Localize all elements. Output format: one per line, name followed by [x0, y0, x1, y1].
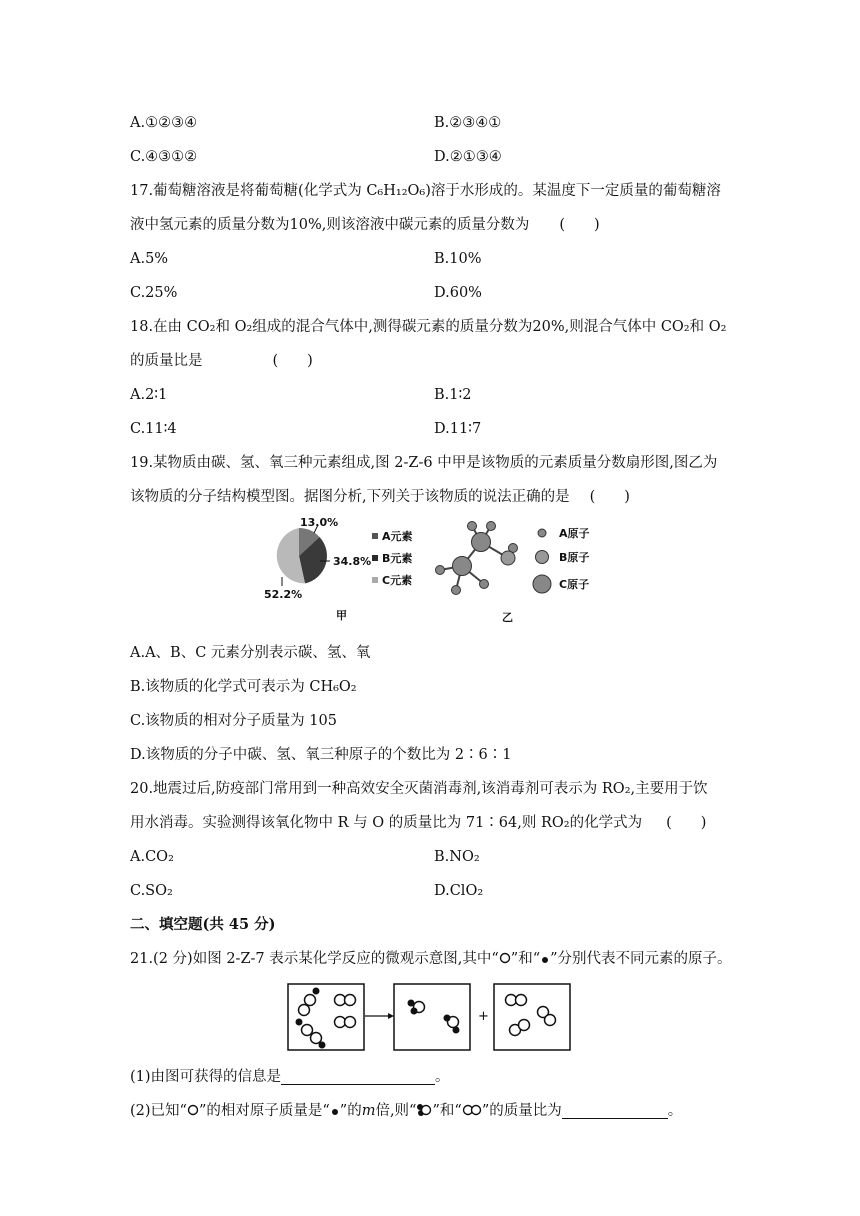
q16-option-b[interactable]: B.②③④①: [434, 115, 502, 131]
q19-option-a[interactable]: A.A、B、C 元素分别表示碳、氢、氧: [130, 645, 371, 661]
q18-stem-text: 的质量比是: [130, 353, 203, 369]
section-heading: 二、填空题(共 45 分): [130, 916, 276, 933]
q17-stem-line1: 17.葡萄糖溶液是将葡萄糖(化学式为 C₆H₁₂O₆)溶于水形成的。某温度下一定质量的葡萄糖溶: [130, 183, 721, 199]
legend-atom-b-icon: [536, 551, 549, 564]
white-atom-icon: [187, 1104, 199, 1116]
molecule-legend: [533, 526, 590, 593]
q17-option-c[interactable]: C.25%: [130, 285, 178, 301]
q18-stem-line1: 18.在由 CO₂和 O₂组成的混合气体中,测得碳元素的质量分数为20%,则混合气体中 CO₂和 O₂: [130, 319, 727, 335]
legend-label-c: C元素: [382, 574, 413, 587]
atom-a-6: [480, 580, 489, 589]
q21-sub1-answer-blank[interactable]: [281, 1066, 435, 1085]
q21-sub1-text: (1)由图可获得的信息是: [130, 1069, 282, 1085]
q19-stem-line2: [130, 480, 740, 514]
q20-options-row2: [130, 874, 740, 908]
q16-option-c[interactable]: C.④③①②: [130, 149, 198, 165]
q21-sub2-answer-blank[interactable]: [562, 1100, 668, 1119]
q18-option-c[interactable]: C.11∶4: [130, 421, 177, 437]
q21-sub2-m: m: [361, 1103, 376, 1119]
molecule-two-white-icon: [462, 1104, 482, 1116]
legend-atom-b: B原子: [559, 551, 590, 564]
atom-b-1: [501, 551, 515, 565]
legend-swatch-a: [372, 533, 378, 539]
figure-2-z-6-svg: [130, 518, 740, 630]
q20-stem-line2: [130, 806, 740, 840]
legend-swatch-c: [372, 577, 378, 583]
q21-stem-line1: [130, 942, 740, 976]
reaction-diagram-svg: [130, 982, 740, 1056]
q20-answer-bracket: ( ): [666, 815, 707, 831]
q19-stem-line1: 19.某物质由碳、氢、氧三种元素组成,图 2-Z-6 中甲是该物质的元素质量分数扇形图,图乙为: [130, 455, 718, 471]
legend-label-b: B元素: [382, 552, 413, 565]
figure-2-z-6: [130, 518, 740, 630]
black-atom-icon: [330, 1106, 340, 1116]
q21-sub1: [130, 1060, 740, 1094]
q21-stem-text-2: ”和“: [510, 951, 541, 967]
q21-stem-text-3: ”分别代表不同元素的原子。: [550, 951, 732, 967]
q18-option-d[interactable]: D.11∶7: [434, 421, 482, 437]
legend-atom-c: C原子: [559, 578, 590, 591]
legend-label-a: A元素: [382, 530, 413, 543]
legend-atom-a: A原子: [559, 527, 590, 540]
q17-options-row1: [130, 242, 740, 276]
pie-label-b: 34.8%: [333, 555, 372, 568]
figure-caption-yi: 乙: [502, 611, 513, 624]
q21-sub2-text-3: ”的: [339, 1103, 362, 1119]
q17-options-row2: [130, 276, 740, 310]
atom-a-4: [436, 566, 445, 575]
atom-a-2: [487, 522, 496, 531]
q19-option-b[interactable]: B.该物质的化学式可表示为 CH₆O₂: [130, 679, 357, 695]
q16-options-row2: [130, 140, 740, 174]
q17-option-a[interactable]: A.5%: [130, 251, 169, 267]
figure-caption-jia: 甲: [336, 609, 347, 622]
worksheet-page: [130, 106, 740, 1128]
q17-option-d[interactable]: D.60%: [434, 285, 482, 301]
pie-chart: [264, 518, 371, 601]
q21-sub2-text-6: ”的质量比为: [481, 1103, 562, 1119]
q20-option-b[interactable]: B.NO₂: [434, 849, 480, 865]
q21-sub2-text-2: ”的相对原子质量是“: [198, 1103, 330, 1119]
q18-options-row1: [130, 378, 740, 412]
figure-2-z-7: [130, 982, 740, 1056]
q19-stem-text: 该物质的分子结构模型图。据图分析,下列关于该物质的说法正确的是: [130, 489, 570, 505]
q21-stem-text-1: 21.(2 分)如图 2-Z-7 表示某化学反应的微观示意图,其中“: [130, 951, 499, 967]
q17-answer-bracket: ( ): [559, 217, 600, 233]
q18-answer-bracket: ( ): [272, 353, 313, 369]
legend-atom-c-icon: [533, 575, 551, 593]
white-atom-icon: [499, 952, 511, 964]
legend-swatch-b: [372, 555, 378, 561]
molecule-one-black-one-white-icon: [416, 1103, 432, 1117]
q20-option-c[interactable]: C.SO₂: [130, 883, 173, 899]
leftover-box: [494, 984, 570, 1050]
q18-option-b[interactable]: B.1∶2: [434, 387, 472, 403]
q16-options-row1: [130, 106, 740, 140]
q16-option-a[interactable]: A.①②③④: [130, 115, 198, 131]
q21-sub1-end: 。: [435, 1069, 450, 1085]
q19-option-d[interactable]: D.该物质的分子中碳、氢、氧三种原子的个数比为 2∶6∶1: [130, 747, 512, 763]
atom-a-5: [452, 586, 461, 595]
q18-options-row2: [130, 412, 740, 446]
q19-answer-bracket: ( ): [589, 489, 630, 505]
q18-option-a[interactable]: A.2∶1: [130, 387, 168, 403]
product-box: [394, 984, 470, 1050]
q17-option-b[interactable]: B.10%: [434, 251, 482, 267]
pie-label-a: 13.0%: [300, 518, 339, 529]
q17-stem-text: 液中氢元素的质量分数为10%,则该溶液中碳元素的质量分数为: [130, 217, 530, 233]
atom-c-2: [453, 557, 472, 576]
q18-stem-line2: [130, 344, 740, 378]
q20-option-a[interactable]: A.CO₂: [130, 849, 174, 865]
q16-option-d[interactable]: D.②①③④: [434, 149, 502, 165]
q21-sub2-text-5: ”和“: [432, 1103, 462, 1119]
q21-sub2: [130, 1094, 740, 1128]
q20-option-d[interactable]: D.ClO₂: [434, 883, 484, 899]
q20-stem-text: 用水消毒。实验测得该氧化物中 R 与 O 的质量比为 71∶64,则 RO₂的化学式为: [130, 815, 643, 831]
legend-atom-a-icon: [538, 529, 546, 537]
pie-legend: [372, 529, 413, 587]
q21-sub2-text-4: 倍,则“: [375, 1103, 417, 1119]
q19-option-c[interactable]: C.该物质的相对分子质量为 105: [130, 713, 337, 729]
atom-c-1: [472, 533, 491, 552]
q17-stem-line2: [130, 208, 740, 242]
q21-sub2-end: 。: [667, 1103, 683, 1119]
q21-sub2-text-1: (2)已知“: [130, 1103, 187, 1119]
atom-a-1: [468, 522, 477, 531]
black-atom-icon: [540, 954, 550, 964]
q20-options-row1: [130, 840, 740, 874]
q20-stem-line1: 20.地震过后,防疫部门常用到一种高效安全灭菌消毒剂,该消毒剂可表示为 RO₂,主要用于饮: [130, 781, 708, 797]
plus-sign: +: [478, 1009, 489, 1024]
pie-label-c: 52.2%: [264, 588, 303, 601]
